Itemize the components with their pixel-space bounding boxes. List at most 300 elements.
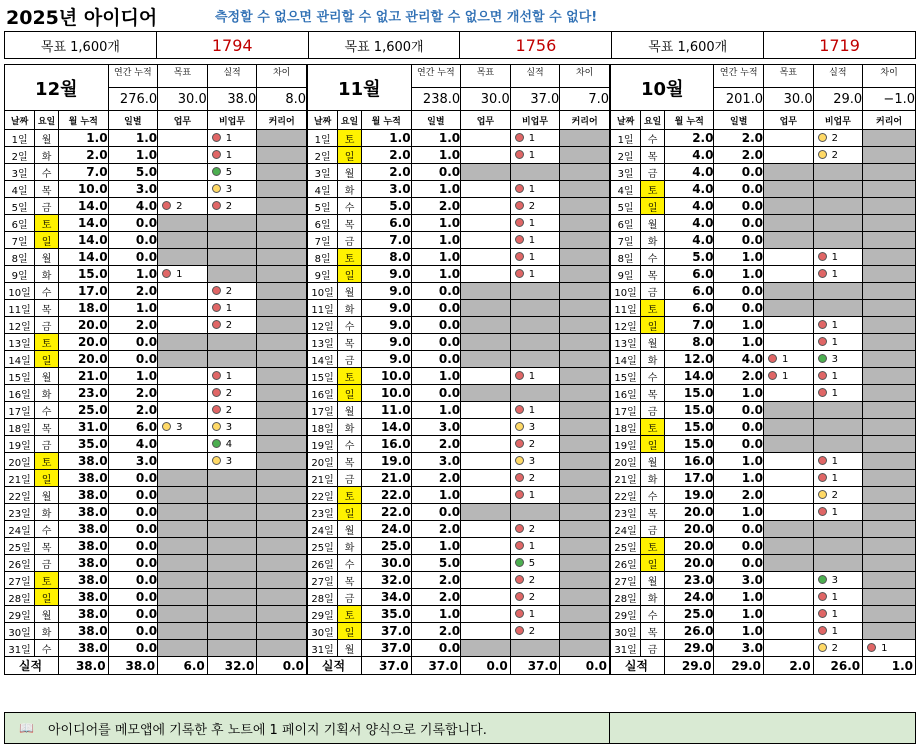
nonwork-cell — [510, 368, 560, 385]
date-cell: 11일 — [611, 300, 641, 317]
month-cumulative-cell: 20.0 — [58, 334, 108, 351]
date-cell: 12일 — [611, 317, 641, 334]
count-label: 2 — [831, 149, 838, 161]
month-cumulative-cell: 23.0 — [58, 385, 108, 402]
work-cell — [764, 198, 814, 215]
weekday-cell: 토 — [338, 368, 362, 385]
table-row — [5, 181, 307, 198]
table-row — [5, 147, 307, 164]
nonwork-cell — [813, 606, 863, 623]
daily-count-cell: 0.0 — [714, 402, 764, 419]
career-cell — [863, 266, 916, 283]
date-cell: 31일 — [5, 640, 35, 657]
count-label: 1 — [528, 489, 536, 501]
status-dot-icon — [818, 133, 827, 142]
work-cell — [158, 266, 208, 283]
nonwork-cell — [207, 419, 257, 436]
work-cell — [158, 232, 208, 249]
date-cell: 18일 — [308, 419, 338, 436]
work-cell — [158, 300, 208, 317]
work-cell — [158, 436, 208, 453]
career-cell — [560, 351, 610, 368]
weekday-cell: 금 — [35, 436, 59, 453]
count-label: 1 — [831, 387, 838, 399]
career-cell — [560, 317, 610, 334]
date-cell: 8일 — [611, 249, 641, 266]
career-cell — [257, 266, 307, 283]
summary-header-annual: 연간 누적 — [714, 65, 764, 88]
status-dot-icon — [515, 439, 524, 448]
total-value: 1.0 — [863, 657, 916, 675]
count-label: 1 — [225, 149, 233, 161]
daily-count-cell: 1.0 — [714, 385, 764, 402]
career-cell — [863, 147, 916, 164]
date-cell: 24일 — [611, 521, 641, 538]
nonwork-cell — [510, 572, 560, 589]
count-label: 1 — [225, 302, 233, 314]
month-cumulative-cell: 30.0 — [361, 555, 411, 572]
career-cell — [560, 147, 610, 164]
career-cell — [863, 606, 916, 623]
career-cell — [863, 198, 916, 215]
career-cell — [560, 232, 610, 249]
work-cell — [461, 385, 511, 402]
status-dot-icon — [818, 626, 827, 635]
career-cell — [863, 334, 916, 351]
career-cell — [257, 368, 307, 385]
weekday-cell: 금 — [641, 402, 665, 419]
date-cell: 9일 — [308, 266, 338, 283]
weekday-cell: 화 — [641, 232, 665, 249]
career-cell — [257, 300, 307, 317]
goal-label: 목표 1,600개 — [309, 32, 461, 58]
work-cell — [461, 487, 511, 504]
month-cumulative-cell: 1.0 — [58, 130, 108, 147]
career-cell — [863, 351, 916, 368]
daily-count-cell: 0.0 — [411, 334, 461, 351]
count-label: 2 — [831, 132, 838, 144]
table-row — [611, 164, 916, 181]
date-cell: 23일 — [611, 504, 641, 521]
total-value: 37.0 — [361, 657, 411, 675]
weekday-cell: 목 — [338, 453, 362, 470]
date-cell: 8일 — [308, 249, 338, 266]
total-label: 실적 — [308, 657, 362, 675]
weekday-cell: 금 — [641, 521, 665, 538]
month-cumulative-cell: 4.0 — [664, 181, 714, 198]
nonwork-cell — [207, 283, 257, 300]
column-header-daily: 일별 — [411, 111, 461, 130]
work-cell — [764, 623, 814, 640]
month-cumulative-cell: 22.0 — [361, 487, 411, 504]
table-row — [308, 198, 610, 215]
count-label: 1 — [528, 540, 536, 552]
daily-count-cell: 3.0 — [108, 453, 158, 470]
summary-value-annual: 238.0 — [411, 88, 461, 111]
month-cumulative-cell: 24.0 — [664, 589, 714, 606]
month-cumulative-cell: 16.0 — [664, 453, 714, 470]
status-dot-icon — [515, 422, 524, 431]
nonwork-cell — [813, 436, 863, 453]
status-dot-icon — [162, 201, 171, 210]
status-dot-icon — [818, 150, 827, 159]
daily-count-cell: 1.0 — [108, 266, 158, 283]
page-title: 2025년 아이디어 — [6, 7, 158, 29]
date-cell: 11일 — [5, 300, 35, 317]
month-cumulative-cell: 38.0 — [58, 504, 108, 521]
count-label: 2 — [225, 319, 233, 331]
month-cumulative-cell: 20.0 — [58, 317, 108, 334]
nonwork-cell — [207, 130, 257, 147]
work-cell — [461, 623, 511, 640]
work-cell — [158, 147, 208, 164]
nonwork-cell — [207, 317, 257, 334]
date-cell: 30일 — [5, 623, 35, 640]
work-cell — [158, 181, 208, 198]
nonwork-cell — [510, 487, 560, 504]
date-cell: 17일 — [5, 402, 35, 419]
weekday-cell: 토 — [35, 334, 59, 351]
work-cell — [764, 419, 814, 436]
count-label: 1 — [831, 472, 838, 484]
daily-count-cell: 3.0 — [714, 640, 764, 657]
daily-count-cell: 0.0 — [108, 589, 158, 606]
count-label: 2 — [528, 472, 536, 484]
count-label: 3 — [225, 183, 233, 195]
summary-header-goal: 목표 — [461, 65, 511, 88]
column-header-nonwork: 비업무 — [813, 111, 863, 130]
total-value: 32.0 — [207, 657, 257, 675]
work-cell — [764, 470, 814, 487]
date-cell: 26일 — [308, 555, 338, 572]
count-label: 1 — [782, 353, 789, 365]
nonwork-cell — [207, 589, 257, 606]
status-dot-icon — [515, 558, 524, 567]
date-cell: 2일 — [308, 147, 338, 164]
count-label: 1 — [528, 217, 536, 229]
nonwork-cell — [510, 521, 560, 538]
work-cell — [461, 436, 511, 453]
nonwork-cell — [207, 623, 257, 640]
weekday-cell: 수 — [641, 606, 665, 623]
goal-bar — [4, 31, 916, 59]
weekday-cell: 토 — [641, 419, 665, 436]
daily-count-cell: 1.0 — [411, 249, 461, 266]
nonwork-cell — [813, 640, 863, 657]
table-row — [5, 504, 307, 521]
career-cell — [863, 436, 916, 453]
date-cell: 9일 — [5, 266, 35, 283]
status-dot-icon — [515, 490, 524, 499]
table-row — [5, 215, 307, 232]
weekday-cell: 수 — [338, 317, 362, 334]
count-label: 1 — [528, 608, 536, 620]
table-row — [5, 249, 307, 266]
count-label: 1 — [831, 506, 838, 518]
career-cell — [863, 487, 916, 504]
table-row — [611, 470, 916, 487]
date-cell: 1일 — [308, 130, 338, 147]
month-cumulative-cell: 38.0 — [58, 487, 108, 504]
status-dot-icon — [818, 473, 827, 482]
nonwork-cell — [813, 538, 863, 555]
table-row — [308, 521, 610, 538]
weekday-cell: 일 — [641, 436, 665, 453]
weekday-cell: 화 — [641, 351, 665, 368]
daily-count-cell: 1.0 — [714, 334, 764, 351]
month-cumulative-cell: 24.0 — [361, 521, 411, 538]
career-cell — [560, 402, 610, 419]
table-row — [611, 640, 916, 657]
date-cell: 27일 — [611, 572, 641, 589]
table-row — [308, 402, 610, 419]
daily-count-cell: 2.0 — [411, 589, 461, 606]
date-cell: 27일 — [5, 572, 35, 589]
date-cell: 3일 — [308, 164, 338, 181]
nonwork-cell — [813, 504, 863, 521]
month-cumulative-cell: 9.0 — [361, 334, 411, 351]
table-row — [611, 283, 916, 300]
date-cell: 14일 — [611, 351, 641, 368]
status-dot-icon — [212, 422, 221, 431]
column-header-date: 날짜 — [611, 111, 641, 130]
daily-count-cell: 2.0 — [411, 470, 461, 487]
table-row — [611, 521, 916, 538]
career-cell — [863, 215, 916, 232]
table-row — [611, 181, 916, 198]
weekday-cell: 수 — [35, 164, 59, 181]
work-cell — [764, 283, 814, 300]
nonwork-cell — [510, 266, 560, 283]
weekday-cell: 월 — [35, 606, 59, 623]
nonwork-cell — [207, 249, 257, 266]
daily-count-cell: 2.0 — [714, 368, 764, 385]
month-cumulative-cell: 2.0 — [664, 130, 714, 147]
nonwork-cell — [207, 368, 257, 385]
daily-count-cell: 0.0 — [108, 521, 158, 538]
count-label: 2 — [528, 625, 536, 637]
daily-count-cell: 5.0 — [411, 555, 461, 572]
total-label: 실적 — [5, 657, 59, 675]
month-cumulative-cell: 14.0 — [58, 232, 108, 249]
month-cumulative-cell: 8.0 — [664, 334, 714, 351]
work-cell — [158, 453, 208, 470]
date-cell: 4일 — [308, 181, 338, 198]
column-header-career: 커리어 — [257, 111, 307, 130]
daily-count-cell: 1.0 — [108, 147, 158, 164]
weekday-cell: 토 — [641, 181, 665, 198]
work-cell — [461, 317, 511, 334]
count-label: 1 — [176, 268, 183, 280]
month-cumulative-cell: 17.0 — [58, 283, 108, 300]
career-cell — [257, 436, 307, 453]
daily-count-cell: 1.0 — [714, 453, 764, 470]
weekday-cell: 금 — [35, 555, 59, 572]
daily-count-cell: 0.0 — [108, 215, 158, 232]
count-label: 2 — [831, 489, 838, 501]
daily-count-cell: 2.0 — [714, 147, 764, 164]
nonwork-cell — [813, 147, 863, 164]
date-cell: 5일 — [5, 198, 35, 215]
table-row — [308, 130, 610, 147]
count-label: 1 — [528, 132, 536, 144]
work-cell — [764, 130, 814, 147]
month-cumulative-cell: 4.0 — [664, 232, 714, 249]
month-table-october — [610, 64, 916, 675]
status-dot-icon — [515, 150, 524, 159]
weekday-cell: 금 — [35, 317, 59, 334]
table-row — [308, 453, 610, 470]
date-cell: 14일 — [5, 351, 35, 368]
work-cell — [764, 504, 814, 521]
month-cumulative-cell: 38.0 — [58, 589, 108, 606]
status-dot-icon — [515, 524, 524, 533]
summary-header-annual: 연간 누적 — [411, 65, 461, 88]
date-cell: 25일 — [5, 538, 35, 555]
status-dot-icon — [515, 201, 524, 210]
work-cell — [158, 334, 208, 351]
nonwork-cell — [207, 470, 257, 487]
work-cell — [461, 419, 511, 436]
work-cell — [158, 487, 208, 504]
work-cell — [764, 402, 814, 419]
month-cumulative-cell: 14.0 — [58, 249, 108, 266]
weekday-cell: 화 — [641, 589, 665, 606]
work-cell — [158, 521, 208, 538]
work-cell — [158, 249, 208, 266]
date-cell: 26일 — [611, 555, 641, 572]
summary-header-goal: 목표 — [764, 65, 814, 88]
month-cumulative-cell: 7.0 — [664, 317, 714, 334]
month-cumulative-cell: 15.0 — [664, 436, 714, 453]
career-cell — [560, 266, 610, 283]
career-cell — [560, 164, 610, 181]
month-cumulative-cell: 5.0 — [664, 249, 714, 266]
nonwork-cell — [510, 181, 560, 198]
count-label: 1 — [831, 625, 838, 637]
weekday-cell: 금 — [338, 589, 362, 606]
table-row — [308, 555, 610, 572]
column-header-month_cum: 월 누적 — [58, 111, 108, 130]
weekday-cell: 금 — [35, 198, 59, 215]
table-row — [308, 317, 610, 334]
weekday-cell: 화 — [338, 419, 362, 436]
nonwork-cell — [207, 521, 257, 538]
career-cell — [257, 232, 307, 249]
daily-count-cell: 1.0 — [108, 300, 158, 317]
date-cell: 23일 — [5, 504, 35, 521]
month-cumulative-cell: 10.0 — [58, 181, 108, 198]
work-cell — [158, 470, 208, 487]
work-cell — [158, 589, 208, 606]
month-cumulative-cell: 20.0 — [664, 538, 714, 555]
date-cell: 20일 — [308, 453, 338, 470]
work-cell — [158, 504, 208, 521]
status-dot-icon — [818, 337, 827, 346]
table-row — [611, 215, 916, 232]
month-cumulative-cell: 37.0 — [361, 640, 411, 657]
daily-count-cell: 2.0 — [411, 198, 461, 215]
goal-value: 1794 — [157, 32, 309, 58]
nonwork-cell — [207, 164, 257, 181]
column-header-day: 요일 — [338, 111, 362, 130]
work-cell — [158, 283, 208, 300]
work-cell — [764, 266, 814, 283]
count-label: 1 — [831, 319, 838, 331]
table-row — [5, 589, 307, 606]
nonwork-cell — [510, 623, 560, 640]
work-cell — [158, 555, 208, 572]
work-cell — [461, 402, 511, 419]
date-cell: 28일 — [308, 589, 338, 606]
count-label: 2 — [831, 642, 838, 654]
weekday-cell: 일 — [35, 589, 59, 606]
work-cell — [461, 606, 511, 623]
career-cell — [257, 402, 307, 419]
nonwork-cell — [510, 283, 560, 300]
month-cumulative-cell: 4.0 — [664, 147, 714, 164]
weekday-cell: 토 — [641, 538, 665, 555]
daily-count-cell: 0.0 — [108, 623, 158, 640]
career-cell — [863, 521, 916, 538]
total-value: 38.0 — [58, 657, 108, 675]
table-row — [308, 368, 610, 385]
daily-count-cell: 4.0 — [108, 436, 158, 453]
date-cell: 18일 — [5, 419, 35, 436]
date-cell: 11일 — [308, 300, 338, 317]
month-table-december — [4, 64, 307, 675]
date-cell: 24일 — [5, 521, 35, 538]
career-cell — [560, 368, 610, 385]
nonwork-cell — [510, 164, 560, 181]
nonwork-cell — [813, 419, 863, 436]
weekday-cell: 일 — [641, 555, 665, 572]
nonwork-cell — [207, 487, 257, 504]
month-cumulative-cell: 4.0 — [664, 198, 714, 215]
daily-count-cell: 3.0 — [714, 572, 764, 589]
summary-value-actual: 37.0 — [510, 88, 560, 111]
daily-count-cell: 1.0 — [411, 215, 461, 232]
career-cell — [560, 504, 610, 521]
nonwork-cell — [510, 453, 560, 470]
weekday-cell: 일 — [35, 351, 59, 368]
summary-value-annual: 276.0 — [108, 88, 158, 111]
career-cell — [560, 487, 610, 504]
weekday-cell: 월 — [35, 487, 59, 504]
daily-count-cell: 1.0 — [411, 130, 461, 147]
work-cell — [158, 538, 208, 555]
daily-count-cell: 0.0 — [714, 300, 764, 317]
nonwork-cell — [207, 436, 257, 453]
weekday-cell: 화 — [35, 266, 59, 283]
table-row — [308, 266, 610, 283]
career-cell — [863, 453, 916, 470]
work-cell — [764, 606, 814, 623]
summary-value-annual: 201.0 — [714, 88, 764, 111]
goal-value: 1719 — [819, 35, 860, 55]
nonwork-cell — [510, 351, 560, 368]
work-cell — [158, 368, 208, 385]
count-label: 3 — [225, 455, 233, 467]
month-cumulative-cell: 6.0 — [664, 266, 714, 283]
month-cumulative-cell: 25.0 — [58, 402, 108, 419]
table-row — [308, 419, 610, 436]
career-cell — [560, 572, 610, 589]
weekday-cell: 금 — [338, 351, 362, 368]
summary-header-annual: 연간 누적 — [108, 65, 158, 88]
career-cell — [863, 232, 916, 249]
date-cell: 17일 — [308, 402, 338, 419]
